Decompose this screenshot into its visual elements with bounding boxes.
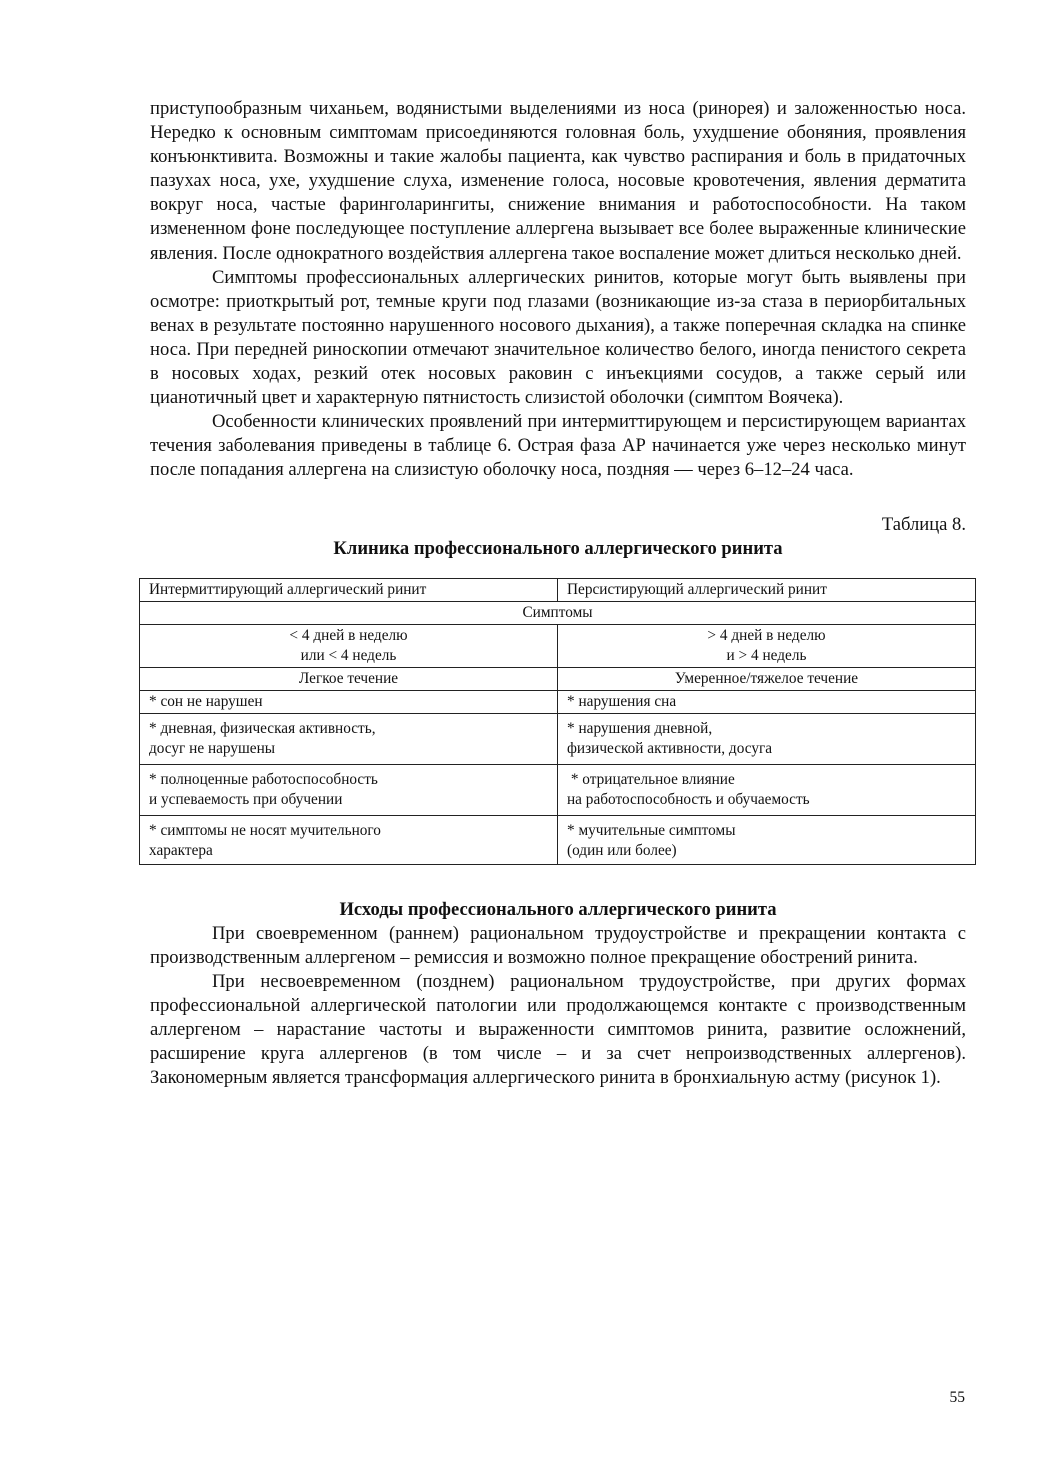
course-row <box>140 667 976 690</box>
row3-right-line-1: * отрицательное влияние <box>567 770 735 788</box>
row4-right-line-1: * мучительные симптомы <box>567 821 736 839</box>
course-left: Легкое течение <box>140 667 558 690</box>
row4-right <box>558 815 976 864</box>
section-title: Исходы профессионального аллергического ринита <box>339 898 777 920</box>
paragraph-3: Особенности клинических проявлений при интермиттирующем и персистирующем вариантах течения заболевания приведены в таблице 6. Острая фаза АР начинается уже через несколько минут после попадания аллергена на слизистую оболочку носа, поздняя — через 6–12–24 часа. <box>150 411 966 481</box>
table-row <box>140 815 976 864</box>
row2-right <box>558 713 976 764</box>
paragraph-2: Симптомы профессиональных аллергических ринитов, которые могут быть выявлены при осмотре: приоткрытый рот, темные круги под глазами (возникающие из-за стаза в периорбитальных венах в результате постоянно нарушенного носового дыхания), а также поперечная складка на спинке носа. При передней риноскопии отмечают значительное количество белого, иногда пенистого секрета в носовых ходах, резкий отек носовых раковин с инъекциями сосудов, а также серый или цианотичный цвет и характерную пятнистость слизистой оболочки (симптом Воячека). <box>150 266 966 409</box>
duration-left-line-2: или < 4 недель <box>300 646 397 664</box>
table-row <box>140 690 976 713</box>
table-number: Таблица 8. <box>881 513 966 535</box>
duration-right <box>558 624 976 667</box>
page-number: 55 <box>949 1389 965 1406</box>
table-row <box>140 713 976 764</box>
rhinitis-clinic-table <box>139 578 976 865</box>
duration-row <box>140 624 976 667</box>
symptoms-row <box>140 601 976 624</box>
row3-right-line-2: на работоспособность и обучаемость <box>567 790 810 808</box>
table-title: Клиника профессионального аллергического ринита <box>333 537 783 559</box>
row4-left-line-1: * симптомы не носят мучительного <box>149 821 381 839</box>
duration-right-line-2: и > 4 недель <box>726 646 807 664</box>
table-row <box>140 764 976 815</box>
row3-left <box>140 764 558 815</box>
paragraph-1: приступообразным чиханьем, водянистыми выделениями из носа (ринорея) и заложенностью носа. Нередко к основным симптомам присоединяются головная боль, ухудшение обоняния, проявления конъюнктивита. Возможны и такие жалобы пациента, как чувство распирания и боль в придаточных пазухах носа, ухе, ухудшение слуха, изменение голоса, носовые кровотечения, явления дерматита вокруг носа, частые фаринголарингиты, снижение внимания и работоспособности. На таком измененном фоне последующее поступление аллергена вызывает все более выраженные клинические явления. После однократного воздействия аллергена такое воспаление может длиться несколько дней. <box>150 98 966 264</box>
row2-left-line-2: досуг не нарушены <box>149 739 276 757</box>
paragraph-5: При несвоевременном (позднем) рациональном трудоустройстве, при других формах профессиональной аллергической патологии или продолжающемся контакте с производственным аллергеном – нарастание частоты и выраженности симптомов ринита, развитие осложнений, расширение круга аллергенов (в том числе – и за счет непроизводственных аллергенов). Закономерным является трансформация аллергического ринита в бронхиальную астму (рисунок 1). <box>150 970 966 1089</box>
duration-left <box>140 624 558 667</box>
header-persistent: Персистирующий аллергический ринит <box>558 578 976 601</box>
row2-left <box>140 713 558 764</box>
row3-left-line-1: * полноценные работоспособность <box>149 770 378 788</box>
row2-right-line-2: физической активности, досуга <box>567 739 773 757</box>
document-page <box>150 97 966 1090</box>
duration-left-line-1: < 4 дней в неделю <box>289 626 408 644</box>
row4-right-line-2: (один или более) <box>567 841 677 859</box>
row1-left: * сон не нарушен <box>140 690 558 713</box>
symptoms-header: Симптомы <box>140 601 976 624</box>
table-header-row <box>140 578 976 601</box>
row4-left-line-2: характера <box>149 841 213 859</box>
course-right: Умеренное/тяжелое течение <box>558 667 976 690</box>
paragraph-4: При своевременном (раннем) рациональном трудоустройстве и прекращении контакта с производственным аллергеном – ремиссия и возможно полное прекращение обострений ринита. <box>150 922 966 968</box>
row2-right-line-1: * нарушения дневной, <box>567 719 713 737</box>
duration-right-line-1: > 4 дней в неделю <box>707 626 826 644</box>
row2-left-line-1: * дневная, физическая активность, <box>149 719 376 737</box>
row3-right <box>558 764 976 815</box>
header-intermittent: Интермиттирующий аллергический ринит <box>140 578 558 601</box>
row4-left <box>140 815 558 864</box>
row1-right: * нарушения сна <box>558 690 976 713</box>
row3-left-line-2: и успеваемость при обучении <box>149 790 343 808</box>
